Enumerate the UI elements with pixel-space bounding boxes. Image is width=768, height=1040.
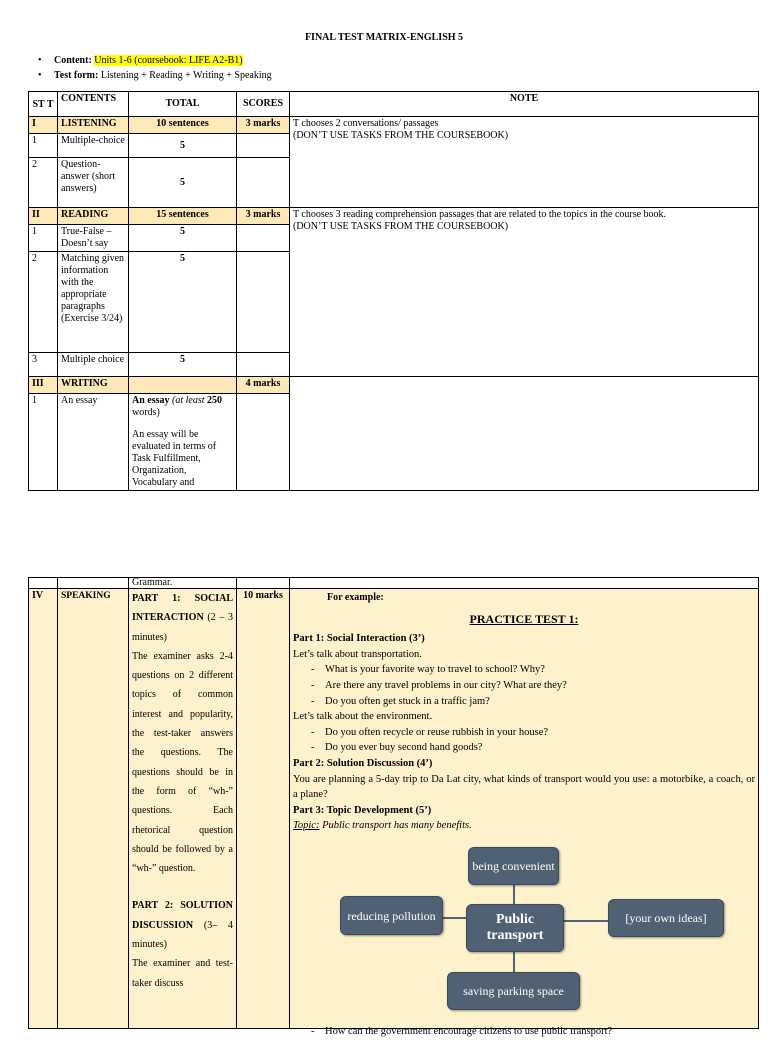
speaking-description [129, 589, 237, 1029]
row-num: 2 [29, 158, 58, 208]
mindmap-node-right: [your own ideas] [608, 899, 724, 937]
writing-num: III [29, 377, 58, 394]
content-value: Units 1-6 (coursebook: LIFE A2-B1) [94, 55, 243, 66]
row-content: Matching given information with the appropriate paragraphs (Exercise 3/24) [58, 252, 129, 353]
row-num: 1 [29, 134, 58, 158]
header-total: TOTAL [129, 92, 237, 117]
reading-num: II [29, 208, 58, 225]
essay-words-count: 250 [207, 395, 223, 406]
table-header-row [29, 92, 759, 117]
row-total: 5 [129, 158, 237, 208]
part2-title: PART 2: SOLUTION DISCUSSION [132, 900, 233, 931]
cont-note [290, 578, 759, 589]
info-bullets [38, 53, 272, 83]
part3-head: Part 3: Topic Development (5’) [293, 804, 432, 816]
row-score [237, 394, 290, 491]
reading-name: READING [58, 208, 129, 225]
reading-note-1: T chooses 3 reading comprehension passages that are related to the topics in the course book. [293, 209, 667, 220]
connector-top [513, 885, 515, 905]
speaking-note [290, 589, 759, 1037]
reading-row [29, 208, 759, 225]
for-example: For example: [327, 592, 384, 603]
row-score [237, 134, 290, 158]
final-question: - How can the government encourage citizens to use public transport? [293, 1024, 612, 1040]
mindmap-node-bottom: saving parking space [447, 972, 580, 1010]
continuation-row [29, 578, 759, 589]
part1-desc: The examiner asks 2-4 questions on 2 different topics of common interest and popularity, the test-taker answers the questions. The questions should be in the form of “wh-” questions. Each rhetorical question should be followed by a “wh-” question. [132, 650, 233, 875]
part1-question: - Do you often recycle or reuse rubbish in your house? [293, 725, 755, 741]
listening-total: 10 sentences [129, 117, 237, 134]
writing-total [129, 377, 237, 394]
essay-description [129, 394, 237, 491]
speaking-name: SPEAKING [58, 589, 129, 1029]
row-content: An essay [58, 394, 129, 491]
connector-bottom [513, 945, 515, 973]
part3-topic [293, 818, 755, 834]
row-content: Multiple choice [58, 353, 129, 377]
part1-question: - Do you ever buy second hand goods? [293, 740, 755, 756]
part1-time: (2 – 3 minutes) [132, 612, 233, 643]
content-bullet [38, 53, 272, 68]
listening-score: 3 marks [237, 117, 290, 134]
header-stt: ST T [29, 92, 58, 117]
speaking-row [29, 589, 759, 1029]
part1-title: PART 1: SOCIAL INTERACTION [132, 593, 233, 624]
writing-name: WRITING [58, 377, 129, 394]
row-num: 1 [29, 394, 58, 491]
speaking-num: IV [29, 589, 58, 1029]
content-label: Content: [54, 55, 92, 66]
document-title: FINAL TEST MATRIX-ENGLISH 5 [304, 32, 464, 43]
row-score [237, 225, 290, 252]
writing-note [290, 377, 759, 491]
listening-num: I [29, 117, 58, 134]
writing-score: 4 marks [237, 377, 290, 394]
row-score [237, 353, 290, 377]
row-content: True-False – Doesn’t say [58, 225, 129, 252]
test-matrix-table [28, 91, 759, 491]
reading-score: 3 marks [237, 208, 290, 225]
test-form-bullet [38, 68, 272, 83]
cont-score [237, 578, 290, 589]
row-total: 5 [129, 252, 237, 353]
part1-question: - Are there any travel problems in our city? What are they? [293, 678, 755, 694]
row-total: 5 [129, 225, 237, 252]
part1-question: - Do you often get stuck in a traffic jam? [293, 694, 755, 710]
speaking-score: 10 marks [237, 589, 290, 1029]
part2-text: You are planning a 5-day trip to Da Lat city, what kinds of transport would you use: a motorbike, a coach, or a plane? [293, 773, 755, 801]
row-score [237, 252, 290, 353]
mindmap-node-top: being convenient [468, 847, 559, 885]
part2-time: (3– 4 minutes) [132, 919, 233, 951]
reading-note-2: (DON’T USE TASKS FROM THE COURSEBOOK) [293, 221, 509, 232]
part2-head: Part 2: Solution Discussion (4’) [293, 757, 433, 769]
test-form-value: Listening + Reading + Writing + Speaking [100, 70, 272, 81]
essay-words: words) [132, 407, 160, 418]
part2-desc: The examiner and test-taker discuss [132, 958, 233, 989]
essay-eval: An essay will be evaluated in terms of Task Fulfillment, Organization, Vocabulary and [132, 429, 217, 488]
row-content: Multiple-choice [58, 134, 129, 158]
listening-note-2: (DON’T USE TASKS FROM THE COURSEBOOK) [293, 130, 509, 141]
part1-intro-1: Let’s talk about transportation. [293, 648, 422, 660]
listening-row [29, 117, 759, 134]
essay-italic: (at least [172, 395, 205, 406]
header-scores: SCORES [237, 92, 290, 117]
cont-content [58, 578, 129, 589]
reading-total: 15 sentences [129, 208, 237, 225]
row-score [237, 158, 290, 208]
part1-question: - What is your favorite way to travel to school? Why? [293, 662, 755, 678]
topic-label: Topic: [293, 820, 320, 832]
topic-text: Public transport has many benefits. [322, 820, 472, 832]
row-num: 1 [29, 225, 58, 252]
row-total: 5 [129, 134, 237, 158]
essay-bold: An essay [132, 395, 170, 406]
reading-note [290, 208, 759, 377]
part1-intro-2: Let’s talk about the environment. [293, 711, 433, 723]
header-note: NOTE [290, 92, 759, 117]
part1-head: Part 1: Social Interaction (3’) [293, 633, 425, 645]
connector-right [562, 920, 610, 922]
listening-name: LISTENING [58, 117, 129, 134]
cont-num [29, 578, 58, 589]
row-content: Question-answer (short answers) [58, 158, 129, 208]
listening-note [290, 117, 759, 208]
row-num: 2 [29, 252, 58, 353]
row-num: 3 [29, 353, 58, 377]
mindmap-node-center: Public transport [466, 904, 564, 952]
practice-test-title: PRACTICE TEST 1: [469, 611, 579, 626]
test-form-label: Test form: [54, 70, 99, 81]
essay-cont: Grammar. [129, 578, 237, 589]
mindmap-node-left: reducing pollution [340, 896, 443, 935]
row-total: 5 [129, 353, 237, 377]
connector-left [440, 917, 466, 919]
listening-note-1: T chooses 2 conversations/ passages [293, 118, 439, 129]
speaking-table [28, 577, 759, 1037]
header-contents: CONTENTS [58, 92, 129, 117]
writing-row [29, 377, 759, 394]
